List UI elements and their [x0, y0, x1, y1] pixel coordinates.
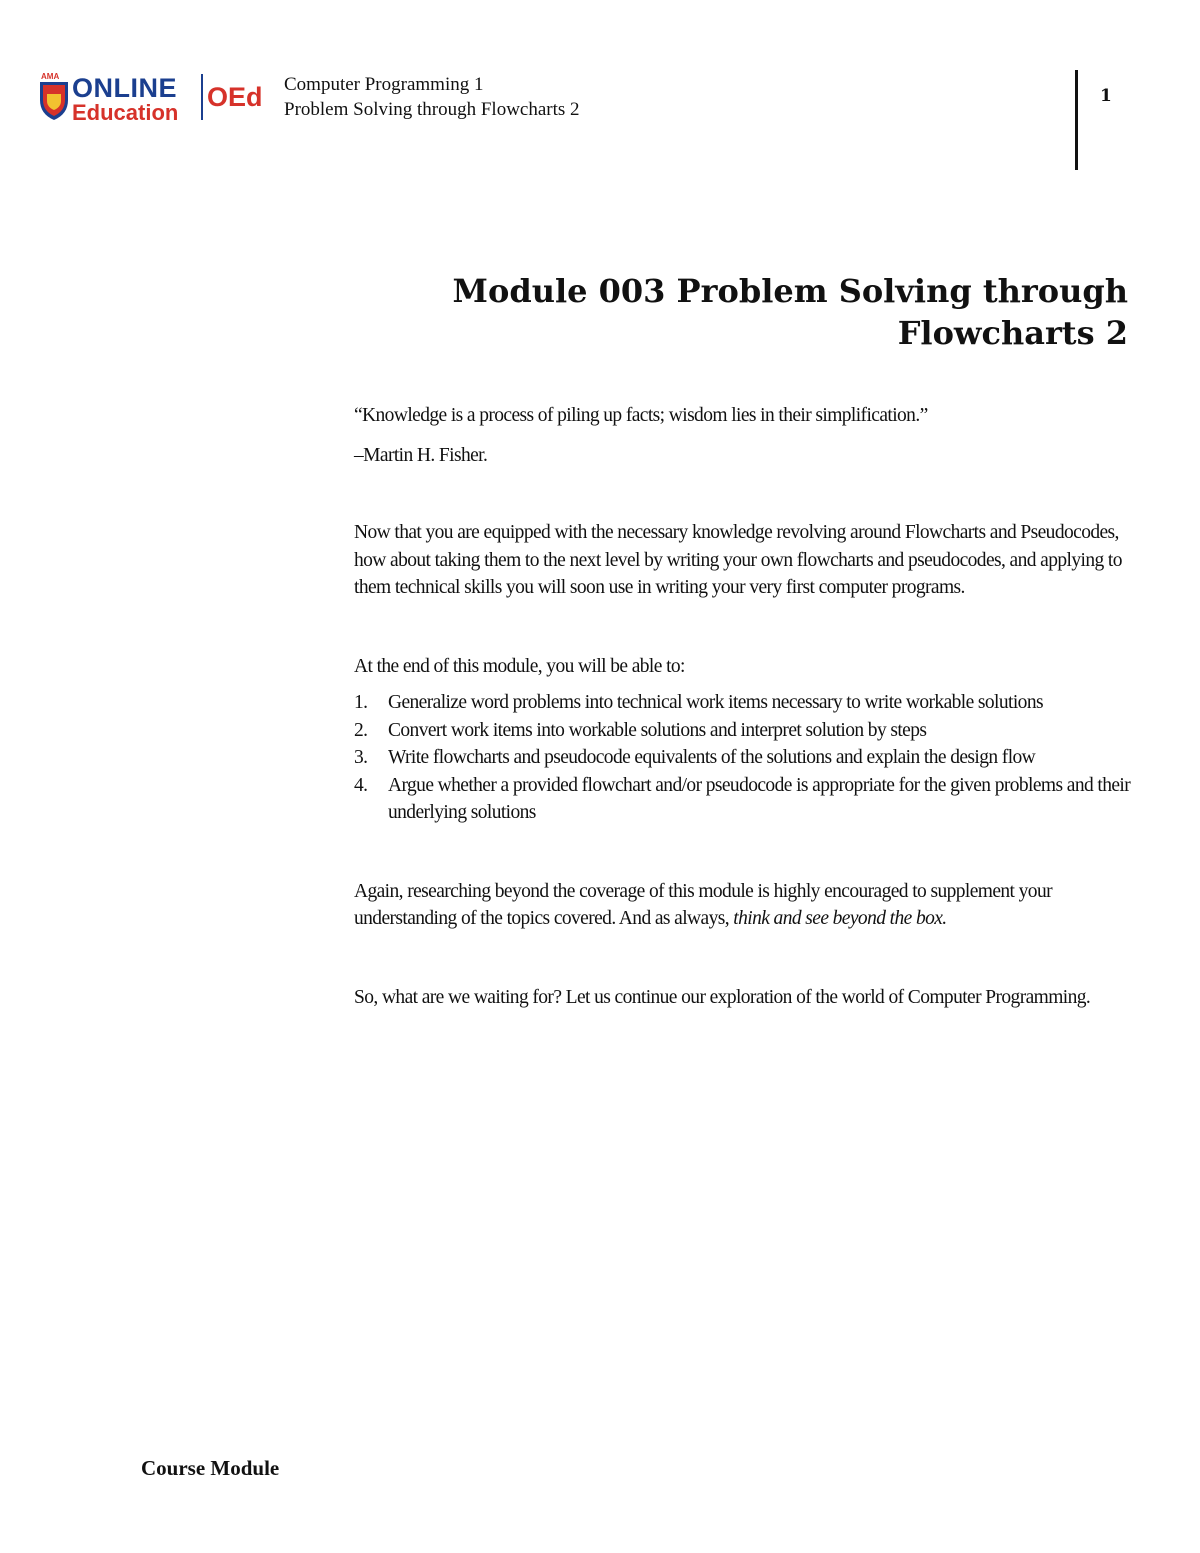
logo-online-text: ONLINE [72, 73, 178, 103]
running-header [284, 72, 580, 122]
objective-text: Write flowcharts and pseudocode equivalents of the solutions and explain the design flow [388, 747, 1036, 768]
objectives-list [354, 689, 1144, 827]
module-title-line-1: Module 003 Problem Solving through [452, 272, 1128, 310]
objective-text: Generalize word problems into technical work items necessary to write workable solutions [388, 692, 1043, 713]
objective-number: 2. [354, 719, 368, 741]
module-body [354, 402, 1144, 1011]
objective-item [354, 689, 1144, 717]
header-topic: Problem Solving through Flowcharts 2 [284, 99, 580, 120]
objective-text: Argue whether a provided flowchart and/or pseudocode is appropriate for the given problems and their underlying solutions [388, 774, 1131, 823]
logo-badge-text: AMA [41, 72, 60, 81]
objective-number: 4. [354, 774, 368, 796]
closing-text: Again, researching beyond the coverage of this module is highly encouraged to supplement your understanding of the topics covered. And as always, [354, 880, 1052, 929]
logo-graphic [38, 70, 278, 126]
objective-item [354, 772, 1144, 827]
final-paragraph: So, what are we waiting for? Let us continue our exploration of the world of Computer Programming. [354, 986, 1091, 1008]
quote-text: “Knowledge is a process of piling up facts; wisdom lies in their simplification.” [354, 405, 928, 426]
module-title-line-2: Flowcharts 2 [897, 314, 1128, 352]
module-title [428, 270, 1128, 354]
closing-emphasis: think and see beyond the box. [733, 908, 947, 929]
page-number: 1 [1100, 86, 1112, 106]
objective-number: 1. [354, 692, 368, 713]
logo-education-text: Education [72, 100, 179, 125]
objective-item [354, 717, 1144, 745]
quote-author: –Martin H. Fisher. [354, 444, 488, 466]
header-divider [1075, 70, 1078, 170]
intro-paragraph: Now that you are equipped with the necessary knowledge revolving around Flowcharts and Pseudocodes, how about taking them to the next level by writing your own flowcharts and pseudocodes, and applying to them technical skills you will soon use in writing your very first computer programs. [354, 522, 1122, 598]
footer-label: Course Module [141, 1456, 280, 1480]
objective-text: Convert work items into workable solutions and interpret solution by steps [388, 719, 927, 741]
objective-number: 3. [354, 747, 368, 768]
closing-paragraph [354, 878, 1144, 933]
header-course: Computer Programming 1 [284, 74, 484, 95]
objective-item [354, 744, 1144, 772]
objectives-lead: At the end of this module, you will be able to: [354, 655, 685, 677]
logo-oed-text: OEd [207, 82, 263, 112]
online-education-logo [38, 70, 278, 126]
